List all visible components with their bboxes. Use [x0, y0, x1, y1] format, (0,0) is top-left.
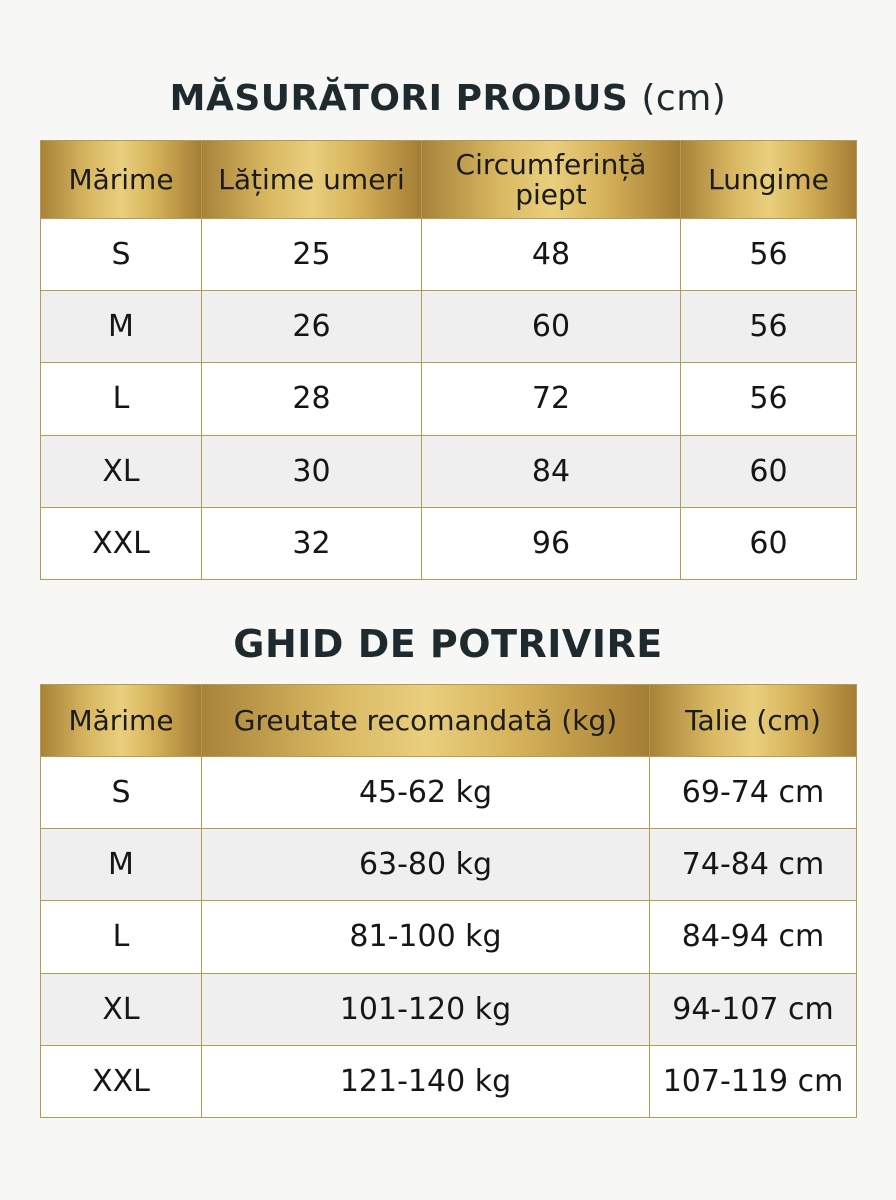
cell-shoulder-width: 26	[202, 291, 422, 363]
cell-shoulder-width: 32	[202, 507, 422, 579]
cell-length: 56	[681, 219, 857, 291]
header-size: Mărime	[41, 141, 202, 219]
cell-length: 60	[681, 435, 857, 507]
cell-size: M	[41, 829, 202, 901]
cell-size: XXL	[41, 1045, 202, 1117]
header-chest-circumference: Circumferință piept	[422, 141, 681, 219]
table-row	[41, 507, 857, 579]
cell-size: L	[41, 901, 202, 973]
cell-weight: 121-140 kg	[202, 1045, 650, 1117]
cell-chest-circumference: 60	[422, 291, 681, 363]
table-row	[41, 1045, 857, 1117]
header-recommended-weight: Greutate recomandată (kg)	[202, 685, 650, 757]
cell-size: S	[41, 219, 202, 291]
table-row	[41, 901, 857, 973]
fit-guide-table	[40, 684, 857, 1118]
cell-shoulder-width: 30	[202, 435, 422, 507]
header-size: Mărime	[41, 685, 202, 757]
measurements-title-main: MĂSURĂTORI PRODUS	[169, 78, 629, 119]
fit-guide-header-row	[41, 685, 857, 757]
cell-weight: 101-120 kg	[202, 973, 650, 1045]
cell-chest-circumference: 84	[422, 435, 681, 507]
table-row	[41, 291, 857, 363]
header-length: Lungime	[681, 141, 857, 219]
cell-waist: 94-107 cm	[650, 973, 857, 1045]
cell-waist: 69-74 cm	[650, 757, 857, 829]
cell-size: S	[41, 757, 202, 829]
cell-weight: 45-62 kg	[202, 757, 650, 829]
cell-chest-circumference: 72	[422, 363, 681, 435]
table-row	[41, 435, 857, 507]
header-waist: Talie (cm)	[650, 685, 857, 757]
cell-shoulder-width: 25	[202, 219, 422, 291]
cell-shoulder-width: 28	[202, 363, 422, 435]
cell-length: 60	[681, 507, 857, 579]
cell-length: 56	[681, 363, 857, 435]
cell-size: M	[41, 291, 202, 363]
measurements-title	[0, 78, 896, 119]
cell-size: XL	[41, 435, 202, 507]
table-row	[41, 757, 857, 829]
cell-waist: 84-94 cm	[650, 901, 857, 973]
header-shoulder-width: Lățime umeri	[202, 141, 422, 219]
cell-weight: 81-100 kg	[202, 901, 650, 973]
measurements-table	[40, 140, 857, 580]
measurements-title-unit: (cm)	[641, 78, 727, 119]
fit-guide-title: GHID DE POTRIVIRE	[233, 622, 663, 666]
cell-size: XXL	[41, 507, 202, 579]
table-row	[41, 973, 857, 1045]
cell-weight: 63-80 kg	[202, 829, 650, 901]
cell-waist: 74-84 cm	[650, 829, 857, 901]
table-row	[41, 363, 857, 435]
table-row	[41, 829, 857, 901]
cell-size: L	[41, 363, 202, 435]
cell-size: XL	[41, 973, 202, 1045]
table-row	[41, 219, 857, 291]
cell-chest-circumference: 48	[422, 219, 681, 291]
cell-waist: 107-119 cm	[650, 1045, 857, 1117]
measurements-header-row	[41, 141, 857, 219]
cell-length: 56	[681, 291, 857, 363]
cell-chest-circumference: 96	[422, 507, 681, 579]
